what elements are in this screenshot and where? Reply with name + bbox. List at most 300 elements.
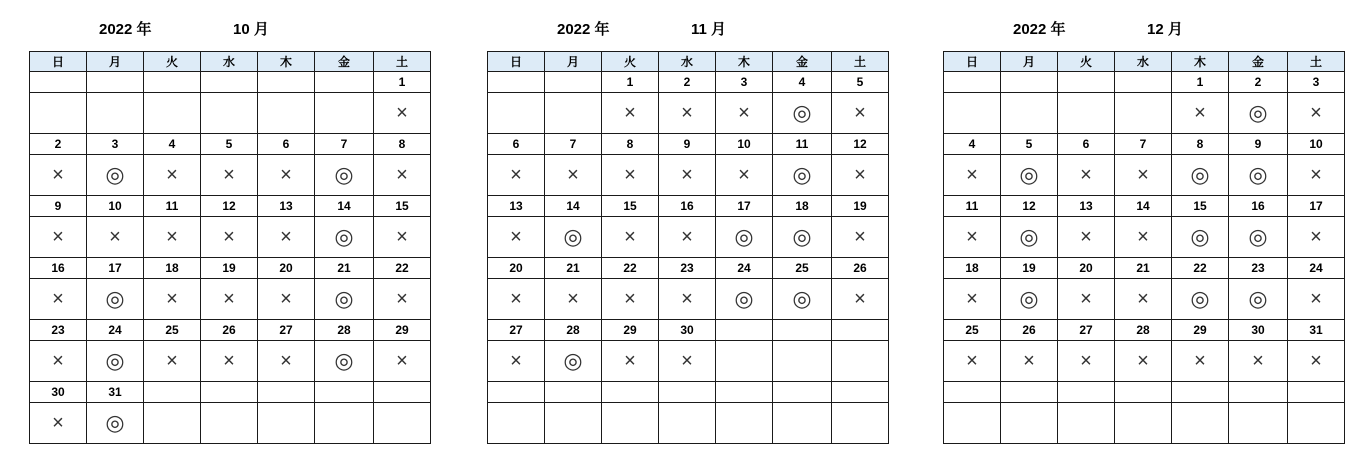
unavailable-mark-cell: × [545,279,602,320]
day-number-cell: 25 [944,320,1001,341]
calendar-grid [29,51,431,444]
unavailable-mark-cell: × [832,93,889,134]
available-mark-cell: ◎ [315,217,374,258]
day-number-cell: 20 [1058,258,1115,279]
day-number-cell: 14 [1115,196,1172,217]
unavailable-mark-cell: × [374,155,431,196]
unavailable-mark-cell: × [258,341,315,382]
week-mark-row [944,217,1345,258]
week-mark-row [944,279,1345,320]
day-number-cell: 26 [1001,320,1058,341]
unavailable-mark-cell: × [488,155,545,196]
unavailable-mark-cell: × [201,341,258,382]
week-day-number-row [944,258,1345,279]
unavailable-mark-cell: × [1288,341,1345,382]
day-number-cell: 12 [1001,196,1058,217]
empty-mark-cell [315,93,374,134]
empty-mark-cell [1001,403,1058,444]
day-number-cell [1172,382,1229,403]
week-mark-row [488,155,889,196]
day-number-cell [315,382,374,403]
day-number-cell: 6 [258,134,315,155]
week-day-number-row [488,196,889,217]
weekday-header-sat: 土 [832,52,889,72]
day-number-cell: 28 [545,320,602,341]
day-number-cell: 13 [258,196,315,217]
day-number-cell: 4 [144,134,201,155]
day-number-cell: 16 [659,196,716,217]
unavailable-mark-cell: × [144,341,201,382]
day-number-cell [1229,382,1288,403]
day-number-cell [545,382,602,403]
day-number-cell: 7 [1115,134,1172,155]
day-number-cell: 6 [488,134,545,155]
available-mark-cell: ◎ [315,341,374,382]
available-mark-cell: ◎ [773,93,832,134]
unavailable-mark-cell: × [30,341,87,382]
day-number-cell [1058,72,1115,93]
unavailable-mark-cell: × [144,155,201,196]
available-mark-cell: ◎ [545,217,602,258]
unavailable-mark-cell: × [258,279,315,320]
week-day-number-row [488,382,889,403]
day-number-cell: 5 [1001,134,1058,155]
unavailable-mark-cell: × [488,341,545,382]
unavailable-mark-cell: × [602,279,659,320]
day-number-cell: 12 [832,134,889,155]
day-number-cell: 18 [944,258,1001,279]
week-day-number-row [488,258,889,279]
week-day-number-row [30,258,431,279]
week-mark-row [30,403,431,444]
weekday-header-sun: 日 [30,52,87,72]
day-number-cell [716,382,773,403]
empty-mark-cell [374,403,431,444]
day-number-cell: 2 [1229,72,1288,93]
day-number-cell: 12 [201,196,258,217]
week-day-number-row [488,72,889,93]
empty-mark-cell [1115,403,1172,444]
day-number-cell: 27 [488,320,545,341]
day-number-cell: 25 [144,320,201,341]
empty-mark-cell [488,93,545,134]
day-number-cell: 30 [659,320,716,341]
empty-mark-cell [944,93,1001,134]
week-day-number-row [30,134,431,155]
unavailable-mark-cell: × [659,341,716,382]
empty-mark-cell [488,403,545,444]
month-label: 12 月 [1147,21,1183,38]
calendar-grid [943,51,1345,444]
day-number-cell: 22 [374,258,431,279]
unavailable-mark-cell: × [602,155,659,196]
available-mark-cell: ◎ [1229,155,1288,196]
available-mark-cell: ◎ [773,279,832,320]
day-number-cell: 22 [1172,258,1229,279]
day-number-cell: 21 [1115,258,1172,279]
day-number-cell: 11 [773,134,832,155]
day-number-cell: 8 [374,134,431,155]
day-number-cell: 5 [832,72,889,93]
week-day-number-row [944,196,1345,217]
available-mark-cell: ◎ [87,279,144,320]
month-title [1013,18,1233,40]
unavailable-mark-cell: × [659,93,716,134]
day-number-cell [773,382,832,403]
unavailable-mark-cell: × [1115,341,1172,382]
unavailable-mark-cell: × [659,279,716,320]
day-number-cell: 1 [374,72,431,93]
empty-mark-cell [1001,93,1058,134]
weekday-header-row [944,52,1345,72]
weekday-header-tue: 火 [602,52,659,72]
empty-mark-cell [832,341,889,382]
unavailable-mark-cell: × [1115,279,1172,320]
week-mark-row [488,279,889,320]
weekday-header-row [30,52,431,72]
day-number-cell: 2 [659,72,716,93]
day-number-cell: 29 [1172,320,1229,341]
day-number-cell: 29 [374,320,431,341]
day-number-cell: 30 [1229,320,1288,341]
day-number-cell: 28 [1115,320,1172,341]
day-number-cell: 6 [1058,134,1115,155]
day-number-cell: 9 [659,134,716,155]
day-number-cell: 29 [602,320,659,341]
day-number-cell [1001,72,1058,93]
available-mark-cell: ◎ [773,217,832,258]
unavailable-mark-cell: × [1058,217,1115,258]
day-number-cell: 24 [1288,258,1345,279]
day-number-cell: 8 [602,134,659,155]
day-number-cell: 9 [1229,134,1288,155]
unavailable-mark-cell: × [1288,279,1345,320]
available-mark-cell: ◎ [716,279,773,320]
unavailable-mark-cell: × [1058,279,1115,320]
week-day-number-row [30,320,431,341]
unavailable-mark-cell: × [30,155,87,196]
weekday-header-thu: 木 [1172,52,1229,72]
empty-mark-cell [201,93,258,134]
unavailable-mark-cell: × [374,93,431,134]
day-number-cell: 20 [258,258,315,279]
week-day-number-row [488,134,889,155]
unavailable-mark-cell: × [144,217,201,258]
week-mark-row [944,155,1345,196]
weekday-header-wed: 水 [201,52,258,72]
day-number-cell [30,72,87,93]
empty-mark-cell [659,403,716,444]
week-day-number-row [30,72,431,93]
day-number-cell: 1 [602,72,659,93]
day-number-cell [488,382,545,403]
week-day-number-row [944,72,1345,93]
week-mark-row [944,93,1345,134]
week-day-number-row [488,320,889,341]
unavailable-mark-cell: × [488,217,545,258]
day-number-cell: 26 [201,320,258,341]
day-number-cell [201,382,258,403]
unavailable-mark-cell: × [1001,341,1058,382]
day-number-cell: 31 [87,382,144,403]
unavailable-mark-cell: × [659,217,716,258]
weekday-header-fri: 金 [1229,52,1288,72]
weekday-header-mon: 月 [1001,52,1058,72]
day-number-cell: 11 [944,196,1001,217]
unavailable-mark-cell: × [602,93,659,134]
week-day-number-row [944,134,1345,155]
unavailable-mark-cell: × [944,217,1001,258]
week-day-number-row [944,320,1345,341]
unavailable-mark-cell: × [144,279,201,320]
day-number-cell [659,382,716,403]
week-mark-row [30,341,431,382]
day-number-cell: 28 [315,320,374,341]
day-number-cell: 16 [30,258,87,279]
day-number-cell [258,72,315,93]
empty-mark-cell [201,403,258,444]
unavailable-mark-cell: × [1058,155,1115,196]
day-number-cell: 27 [1058,320,1115,341]
unavailable-mark-cell: × [832,155,889,196]
unavailable-mark-cell: × [944,341,1001,382]
day-number-cell: 15 [1172,196,1229,217]
day-number-cell [488,72,545,93]
weekday-header-sun: 日 [488,52,545,72]
weekday-header-fri: 金 [773,52,832,72]
day-number-cell: 10 [87,196,144,217]
day-number-cell: 10 [716,134,773,155]
empty-mark-cell [1115,93,1172,134]
day-number-cell: 31 [1288,320,1345,341]
empty-mark-cell [716,403,773,444]
available-mark-cell: ◎ [1172,279,1229,320]
day-number-cell: 1 [1172,72,1229,93]
day-number-cell [944,382,1001,403]
empty-mark-cell [602,403,659,444]
unavailable-mark-cell: × [201,279,258,320]
unavailable-mark-cell: × [545,155,602,196]
empty-mark-cell [30,93,87,134]
day-number-cell: 19 [1001,258,1058,279]
day-number-cell [258,382,315,403]
day-number-cell: 22 [602,258,659,279]
day-number-cell [374,382,431,403]
weekday-header-wed: 水 [1115,52,1172,72]
week-mark-row [944,403,1345,444]
day-number-cell: 3 [716,72,773,93]
available-mark-cell: ◎ [716,217,773,258]
month-title [99,18,319,40]
day-number-cell [545,72,602,93]
unavailable-mark-cell: × [1115,217,1172,258]
day-number-cell: 21 [545,258,602,279]
year-label: 2022 年 [557,21,610,38]
day-number-cell: 17 [716,196,773,217]
available-mark-cell: ◎ [1229,217,1288,258]
unavailable-mark-cell: × [1172,341,1229,382]
empty-mark-cell [944,403,1001,444]
empty-mark-cell [144,93,201,134]
unavailable-mark-cell: × [258,217,315,258]
day-number-cell: 14 [545,196,602,217]
empty-mark-cell [773,341,832,382]
day-number-cell [1058,382,1115,403]
unavailable-mark-cell: × [944,155,1001,196]
year-label: 2022 年 [99,21,152,38]
day-number-cell [773,320,832,341]
day-number-cell [832,382,889,403]
empty-mark-cell [1058,93,1115,134]
day-number-cell [716,320,773,341]
week-day-number-row [944,382,1345,403]
week-mark-row [944,341,1345,382]
day-number-cell [944,72,1001,93]
weekday-header-mon: 月 [87,52,144,72]
available-mark-cell: ◎ [315,279,374,320]
available-mark-cell: ◎ [1001,279,1058,320]
empty-mark-cell [545,403,602,444]
day-number-cell: 4 [773,72,832,93]
available-mark-cell: ◎ [87,341,144,382]
empty-mark-cell [716,341,773,382]
unavailable-mark-cell: × [30,403,87,444]
week-mark-row [488,217,889,258]
empty-mark-cell [1172,403,1229,444]
unavailable-mark-cell: × [374,341,431,382]
unavailable-mark-cell: × [602,341,659,382]
week-day-number-row [30,196,431,217]
weekday-header-wed: 水 [659,52,716,72]
unavailable-mark-cell: × [201,155,258,196]
day-number-cell: 2 [30,134,87,155]
day-number-cell [1115,382,1172,403]
empty-mark-cell [258,403,315,444]
month-label: 11 月 [691,21,727,38]
week-mark-row [488,93,889,134]
day-number-cell: 7 [545,134,602,155]
unavailable-mark-cell: × [488,279,545,320]
day-number-cell: 19 [832,196,889,217]
day-number-cell: 14 [315,196,374,217]
day-number-cell: 15 [602,196,659,217]
unavailable-mark-cell: × [1288,155,1345,196]
weekday-header-row [488,52,889,72]
unavailable-mark-cell: × [87,217,144,258]
day-number-cell: 18 [144,258,201,279]
available-mark-cell: ◎ [87,155,144,196]
unavailable-mark-cell: × [832,217,889,258]
day-number-cell [144,382,201,403]
day-number-cell: 18 [773,196,832,217]
week-mark-row [30,279,431,320]
empty-mark-cell [545,93,602,134]
unavailable-mark-cell: × [201,217,258,258]
empty-mark-cell [258,93,315,134]
day-number-cell: 26 [832,258,889,279]
month-title [557,18,777,40]
unavailable-mark-cell: × [602,217,659,258]
day-number-cell: 20 [488,258,545,279]
day-number-cell: 3 [87,134,144,155]
day-number-cell: 10 [1288,134,1345,155]
available-mark-cell: ◎ [1229,93,1288,134]
week-mark-row [30,217,431,258]
weekday-header-sun: 日 [944,52,1001,72]
day-number-cell: 15 [374,196,431,217]
day-number-cell: 7 [315,134,374,155]
day-number-cell [1115,72,1172,93]
day-number-cell: 8 [1172,134,1229,155]
day-number-cell: 4 [944,134,1001,155]
available-mark-cell: ◎ [545,341,602,382]
weekday-header-thu: 木 [716,52,773,72]
empty-mark-cell [1058,403,1115,444]
empty-mark-cell [315,403,374,444]
unavailable-mark-cell: × [374,217,431,258]
day-number-cell: 23 [1229,258,1288,279]
unavailable-mark-cell: × [1288,93,1345,134]
day-number-cell: 19 [201,258,258,279]
available-mark-cell: ◎ [87,403,144,444]
unavailable-mark-cell: × [1058,341,1115,382]
empty-mark-cell [832,403,889,444]
unavailable-mark-cell: × [1288,217,1345,258]
day-number-cell: 16 [1229,196,1288,217]
weekday-header-mon: 月 [545,52,602,72]
unavailable-mark-cell: × [716,93,773,134]
unavailable-mark-cell: × [659,155,716,196]
day-number-cell: 3 [1288,72,1345,93]
day-number-cell: 30 [30,382,87,403]
weekday-header-sat: 土 [1288,52,1345,72]
day-number-cell [315,72,374,93]
available-mark-cell: ◎ [315,155,374,196]
available-mark-cell: ◎ [1001,155,1058,196]
available-mark-cell: ◎ [1001,217,1058,258]
week-mark-row [30,155,431,196]
available-mark-cell: ◎ [1172,217,1229,258]
empty-mark-cell [144,403,201,444]
unavailable-mark-cell: × [1115,155,1172,196]
available-mark-cell: ◎ [1172,155,1229,196]
week-day-number-row [30,382,431,403]
day-number-cell: 5 [201,134,258,155]
day-number-cell: 11 [144,196,201,217]
week-mark-row [488,341,889,382]
day-number-cell: 21 [315,258,374,279]
weekday-header-fri: 金 [315,52,374,72]
available-mark-cell: ◎ [1229,279,1288,320]
day-number-cell: 13 [488,196,545,217]
unavailable-mark-cell: × [832,279,889,320]
week-mark-row [488,403,889,444]
day-number-cell: 24 [87,320,144,341]
unavailable-mark-cell: × [944,279,1001,320]
year-label: 2022 年 [1013,21,1066,38]
weekday-header-sat: 土 [374,52,431,72]
day-number-cell: 17 [87,258,144,279]
day-number-cell: 23 [30,320,87,341]
available-mark-cell: ◎ [773,155,832,196]
day-number-cell: 24 [716,258,773,279]
unavailable-mark-cell: × [1172,93,1229,134]
day-number-cell: 17 [1288,196,1345,217]
empty-mark-cell [87,93,144,134]
empty-mark-cell [773,403,832,444]
day-number-cell [832,320,889,341]
empty-mark-cell [1288,403,1345,444]
